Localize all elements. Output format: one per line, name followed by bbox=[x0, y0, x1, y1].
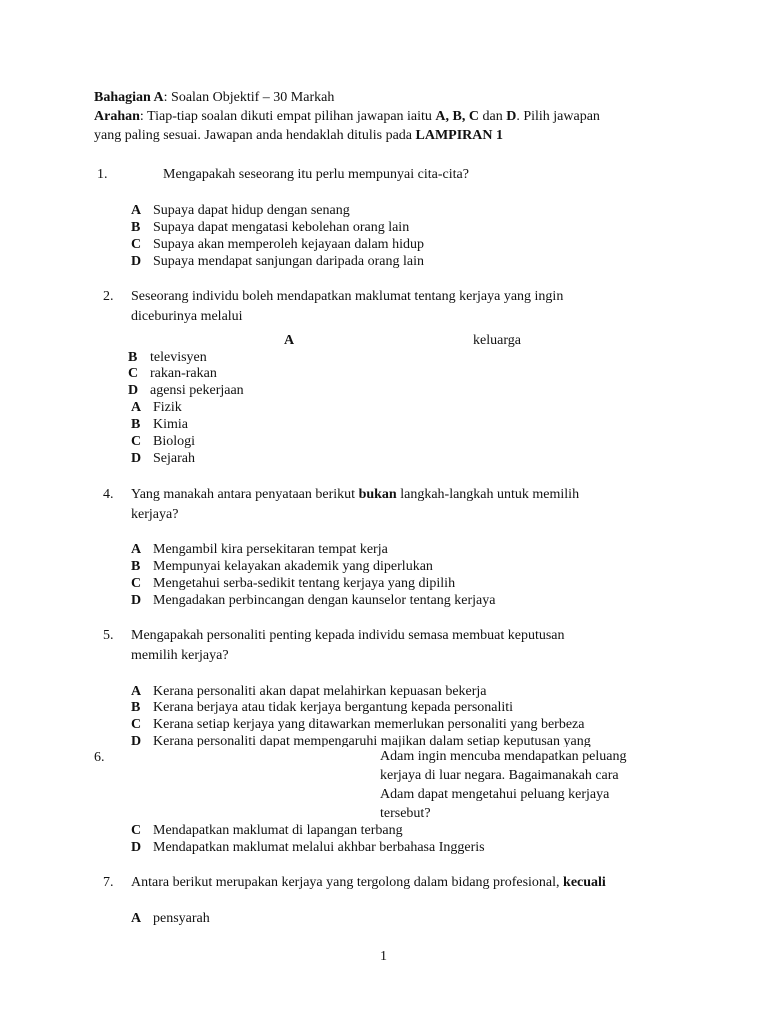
question-emphasis: bukan bbox=[358, 487, 397, 502]
instructions-abc: A, B, C bbox=[435, 109, 479, 124]
option-d bbox=[128, 382, 244, 399]
question-number: 7. bbox=[103, 875, 114, 890]
option-text: Kerana berjaya atau tidak kerjaya bergantung kepada personaliti bbox=[153, 700, 514, 715]
question-number: 6. bbox=[94, 750, 105, 765]
instructions-text-2: dan bbox=[478, 109, 507, 124]
option-letter: D bbox=[131, 840, 142, 855]
option-text: Supaya dapat hidup dengan senang bbox=[153, 203, 350, 218]
option-text: Supaya akan memperoleh kejayaan dalam hidup bbox=[153, 237, 424, 252]
option-letter: A bbox=[131, 203, 142, 218]
option-a bbox=[131, 541, 388, 558]
question-text: kerjaya di luar negara. Bagaimanakah cara bbox=[380, 768, 619, 783]
option-a bbox=[131, 683, 487, 700]
option-b bbox=[131, 416, 188, 433]
option-letter: B bbox=[128, 350, 138, 365]
instructions-label: Arahan bbox=[94, 109, 140, 124]
option-b bbox=[131, 219, 409, 236]
option-text: Kerana personaliti dapat mempengaruhi majikan dalam setiap keputusan yang bbox=[153, 734, 591, 747]
option-a bbox=[131, 399, 182, 416]
question-text: Adam ingin mencuba mendapatkan peluang bbox=[380, 749, 627, 764]
question-text: tersebut? bbox=[380, 806, 431, 821]
option-b bbox=[131, 699, 513, 716]
question-number: 1. bbox=[97, 167, 108, 182]
option-text: televisyen bbox=[150, 350, 207, 365]
option-text: Mempunyai kelayakan akademik yang diperlukan bbox=[153, 559, 433, 574]
option-d bbox=[131, 592, 495, 609]
option-text: Sejarah bbox=[153, 451, 195, 466]
question-text: diceburinya melalui bbox=[131, 309, 243, 324]
option-letter: C bbox=[131, 717, 142, 732]
option-text: agensi pekerjaan bbox=[150, 383, 244, 398]
option-text: Kerana personaliti akan dapat melahirkan kepuasan bekerja bbox=[153, 684, 487, 699]
option-letter: B bbox=[131, 220, 141, 235]
instructions-text-3: . Pilih jawapan bbox=[516, 109, 600, 124]
option-d bbox=[131, 839, 485, 856]
option-letter: D bbox=[131, 734, 142, 747]
option-text: Mengambil kira persekitaran tempat kerja bbox=[153, 542, 388, 557]
option-text: Mengadakan perbincangan dengan kaunselor tentang kerjaya bbox=[153, 593, 496, 608]
option-c bbox=[131, 716, 584, 733]
option-letter: A bbox=[131, 911, 142, 926]
question-text: Mengapakah seseorang itu perlu mempunyai cita-cita? bbox=[163, 167, 469, 182]
option-c bbox=[131, 236, 424, 253]
question-text bbox=[131, 486, 579, 503]
option-text: Supaya dapat mengatasi kebolehan orang lain bbox=[153, 220, 410, 235]
option-b bbox=[128, 349, 207, 366]
option-letter: D bbox=[131, 451, 142, 466]
option-text: keluarga bbox=[473, 333, 521, 348]
section-label: Bahagian A bbox=[94, 90, 164, 105]
option-text: pensyarah bbox=[153, 911, 210, 926]
question-text: memilih kerjaya? bbox=[131, 648, 229, 663]
option-text: rakan-rakan bbox=[150, 366, 217, 381]
option-c bbox=[128, 365, 217, 382]
option-a bbox=[131, 910, 210, 927]
option-letter: C bbox=[131, 237, 142, 252]
question-number: 2. bbox=[103, 289, 114, 304]
option-letter: A bbox=[284, 333, 295, 348]
section-title: : Soalan Objektif – 30 Markah bbox=[163, 90, 335, 105]
instructions-line-2 bbox=[94, 127, 503, 144]
question-emphasis: kecuali bbox=[563, 875, 606, 890]
option-text: Supaya mendapat sanjungan daripada orang lain bbox=[153, 254, 424, 269]
option-text: Kimia bbox=[153, 417, 188, 432]
question-text-part: Yang manakah antara penyataan berikut bbox=[131, 487, 359, 502]
option-text: Fizik bbox=[153, 400, 182, 415]
option-c bbox=[131, 433, 195, 450]
question-text-part: langkah-langkah untuk memilih bbox=[396, 487, 580, 502]
instructions-line-1 bbox=[94, 108, 600, 125]
option-letter: D bbox=[131, 593, 142, 608]
option-text: Kerana setiap kerjaya yang ditawarkan memerlukan personaliti yang berbeza bbox=[153, 717, 585, 732]
question-text bbox=[131, 874, 606, 891]
option-letter: A bbox=[131, 684, 142, 699]
question-text-part: Antara berikut merupakan kerjaya yang tergolong dalam bidang profesional, bbox=[131, 875, 564, 890]
option-letter: C bbox=[131, 434, 142, 449]
option-d bbox=[131, 450, 195, 467]
option-c bbox=[131, 822, 403, 839]
option-letter: D bbox=[128, 383, 139, 398]
instructions-text-1: : Tiap-tiap soalan dikuti empat pilihan jawapan iaitu bbox=[139, 109, 436, 124]
section-heading bbox=[94, 89, 334, 106]
page-number: 1 bbox=[380, 949, 387, 964]
option-letter: B bbox=[131, 559, 141, 574]
question-number: 5. bbox=[103, 628, 114, 643]
question-number: 4. bbox=[103, 487, 114, 502]
option-letter: D bbox=[131, 254, 142, 269]
question-text: Seseorang individu boleh mendapatkan maklumat tentang kerjaya yang ingin bbox=[131, 289, 564, 304]
option-letter: C bbox=[131, 823, 142, 838]
option-letter: A bbox=[131, 400, 142, 415]
instructions-text-4: yang paling sesuai. Jawapan anda hendaklah ditulis pada bbox=[94, 128, 416, 143]
option-d bbox=[131, 733, 591, 747]
option-letter: A bbox=[131, 542, 142, 557]
question-text: kerjaya? bbox=[131, 507, 179, 522]
option-c bbox=[131, 575, 455, 592]
question-text: Mengapakah personaliti penting kepada individu semasa membuat keputusan bbox=[131, 628, 565, 643]
option-b bbox=[131, 558, 433, 575]
option-a bbox=[131, 202, 350, 219]
option-text: Biologi bbox=[153, 434, 196, 449]
option-letter: C bbox=[128, 366, 139, 381]
option-text: Mendapatkan maklumat melalui akhbar berbahasa Inggeris bbox=[153, 840, 485, 855]
option-letter: B bbox=[131, 700, 141, 715]
option-letter: C bbox=[131, 576, 142, 591]
option-text: Mendapatkan maklumat di lapangan terbang bbox=[153, 823, 403, 838]
instructions-d: D bbox=[506, 109, 517, 124]
lampiran-label: LAMPIRAN 1 bbox=[415, 128, 504, 143]
option-letter: B bbox=[131, 417, 141, 432]
option-text: Mengetahui serba-sedikit tentang kerjaya yang dipilih bbox=[153, 576, 456, 591]
question-text: Adam dapat mengetahui peluang kerjaya bbox=[380, 787, 610, 802]
option-d bbox=[131, 253, 424, 270]
